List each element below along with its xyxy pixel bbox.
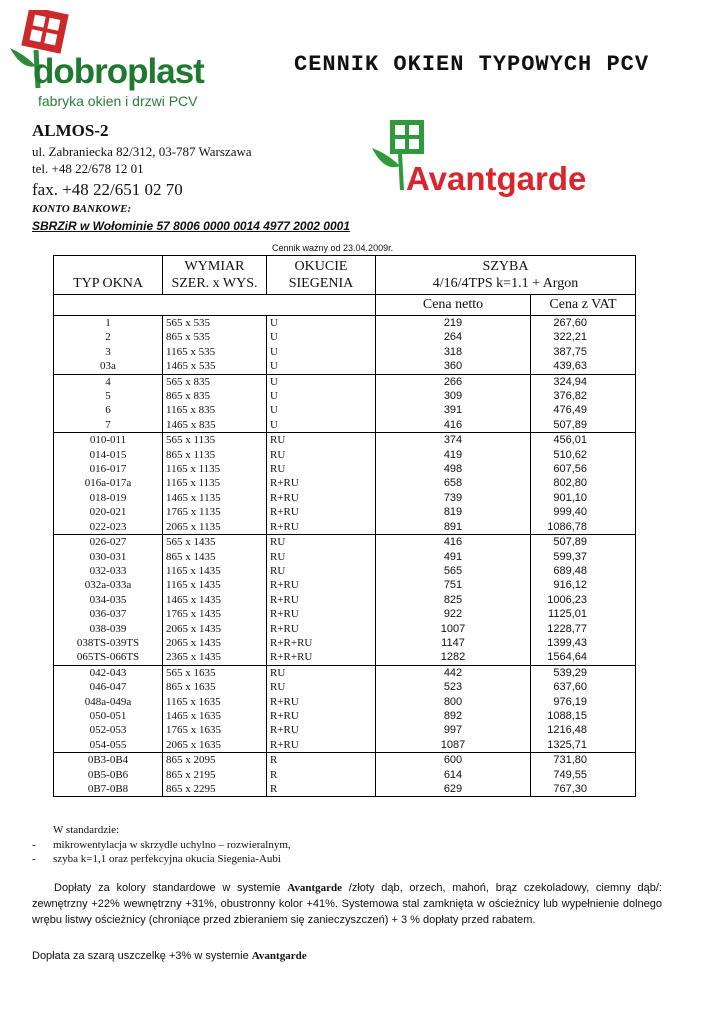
cell-wymiar: 1465 x 1435 bbox=[163, 593, 267, 607]
cell-wymiar: 865 x 1635 bbox=[163, 680, 267, 694]
dobroplast-tagline: fabryka okien i drzwi PCV bbox=[38, 93, 198, 109]
cell-wymiar: 1165 x 535 bbox=[163, 345, 267, 359]
cell-cena-netto: 416 bbox=[376, 535, 531, 550]
avantgarde-brand: Avantgarde bbox=[406, 160, 587, 197]
table-row bbox=[54, 768, 636, 782]
cell-okucie: RU bbox=[267, 550, 376, 564]
table-row bbox=[54, 680, 636, 694]
header-typ-okna: TYP OKNA bbox=[54, 274, 163, 295]
header-okucie: OKUCIE bbox=[267, 256, 376, 275]
cell-typ-okna: 018-019 bbox=[54, 491, 163, 505]
cell-okucie: RU bbox=[267, 680, 376, 694]
cell-typ-okna: 014-015 bbox=[54, 448, 163, 462]
cell-wymiar: 565 x 1135 bbox=[163, 433, 267, 448]
cell-typ-okna: 050-051 bbox=[54, 709, 163, 723]
cell-typ-okna: 026-027 bbox=[54, 535, 163, 550]
cell-typ-okna: 1 bbox=[54, 316, 163, 331]
cell-okucie: RU bbox=[267, 448, 376, 462]
cell-cena-vat: 267,60 bbox=[531, 316, 636, 331]
cell-cena-netto: 825 bbox=[376, 593, 531, 607]
cell-cena-netto: 360 bbox=[376, 359, 531, 374]
cell-cena-vat: 1216,48 bbox=[531, 723, 636, 737]
cell-typ-okna: 020-021 bbox=[54, 505, 163, 519]
cell-wymiar: 865 x 1135 bbox=[163, 448, 267, 462]
cell-typ-okna: 042-043 bbox=[54, 665, 163, 680]
cell-okucie: RU bbox=[267, 433, 376, 448]
cell-cena-vat: 976,19 bbox=[531, 695, 636, 709]
table-row bbox=[54, 578, 636, 592]
cell-cena-netto: 1087 bbox=[376, 738, 531, 753]
table-row bbox=[54, 782, 636, 797]
cell-okucie: R+RU bbox=[267, 593, 376, 607]
cell-cena-netto: 1147 bbox=[376, 636, 531, 650]
cell-cena-vat: 1325,71 bbox=[531, 738, 636, 753]
table-row bbox=[54, 607, 636, 621]
cell-wymiar: 1165 x 1635 bbox=[163, 695, 267, 709]
cell-okucie: R bbox=[267, 753, 376, 768]
cell-okucie: U bbox=[267, 316, 376, 331]
bank-account-label: KONTO BANKOWE: bbox=[32, 203, 132, 215]
cell-cena-vat: 689,48 bbox=[531, 564, 636, 578]
cell-cena-vat: 901,10 bbox=[531, 491, 636, 505]
dobroplast-brand: dobroplast bbox=[33, 52, 204, 91]
cell-typ-okna: 046-047 bbox=[54, 680, 163, 694]
color-surcharge-paragraph bbox=[32, 880, 662, 928]
table-row bbox=[54, 650, 636, 665]
cell-okucie: U bbox=[267, 389, 376, 403]
cell-typ-okna: 6 bbox=[54, 403, 163, 417]
table-row bbox=[54, 564, 636, 578]
cell-cena-vat: 1125,01 bbox=[531, 607, 636, 621]
cell-wymiar: 1165 x 1435 bbox=[163, 578, 267, 592]
table-row bbox=[54, 462, 636, 476]
cell-okucie: R+RU bbox=[267, 520, 376, 535]
cell-cena-vat: 599,37 bbox=[531, 550, 636, 564]
cell-typ-okna: 030-031 bbox=[54, 550, 163, 564]
cell-cena-vat: 507,89 bbox=[531, 418, 636, 433]
cell-wymiar: 1165 x 1135 bbox=[163, 462, 267, 476]
cell-wymiar: 1165 x 835 bbox=[163, 403, 267, 417]
cell-typ-okna: 3 bbox=[54, 345, 163, 359]
cell-cena-vat: 510,62 bbox=[531, 448, 636, 462]
header-szyba-spec: 4/16/4TPS k=1.1 + Argon bbox=[376, 274, 636, 295]
cell-okucie: R+R+RU bbox=[267, 636, 376, 650]
company-name: ALMOS-2 bbox=[32, 121, 109, 140]
note-microventilation: mikrowentylacja w skrzydle uchylno – rozwieralnym, bbox=[53, 839, 291, 851]
cell-cena-vat: 1399,43 bbox=[531, 636, 636, 650]
cell-wymiar: 1465 x 535 bbox=[163, 359, 267, 374]
cell-cena-vat: 507,89 bbox=[531, 535, 636, 550]
cell-cena-vat: 1564,64 bbox=[531, 650, 636, 665]
cell-okucie: R+RU bbox=[267, 476, 376, 490]
cell-wymiar: 1765 x 1435 bbox=[163, 607, 267, 621]
cell-typ-okna: 016-017 bbox=[54, 462, 163, 476]
cell-typ-okna: 0B5-0B6 bbox=[54, 768, 163, 782]
cell-cena-vat: 322,21 bbox=[531, 330, 636, 344]
cell-wymiar: 2065 x 1635 bbox=[163, 738, 267, 753]
cell-cena-vat: 539,29 bbox=[531, 665, 636, 680]
table-row bbox=[54, 374, 636, 389]
cell-wymiar: 2065 x 1135 bbox=[163, 520, 267, 535]
cell-typ-okna: 022-023 bbox=[54, 520, 163, 535]
cell-cena-netto: 658 bbox=[376, 476, 531, 490]
cell-typ-okna: 0B3-0B4 bbox=[54, 753, 163, 768]
cell-wymiar: 565 x 1435 bbox=[163, 535, 267, 550]
cell-typ-okna: 054-055 bbox=[54, 738, 163, 753]
cell-okucie: R+RU bbox=[267, 578, 376, 592]
cell-okucie: U bbox=[267, 418, 376, 433]
table-row bbox=[54, 665, 636, 680]
note-dash: - bbox=[32, 853, 36, 865]
cell-cena-netto: 997 bbox=[376, 723, 531, 737]
validity-note: Cennik ważny od 23.04.2009r. bbox=[272, 243, 394, 253]
cell-okucie: R+RU bbox=[267, 505, 376, 519]
cell-wymiar: 1765 x 1135 bbox=[163, 505, 267, 519]
table-row bbox=[54, 550, 636, 564]
cell-cena-netto: 800 bbox=[376, 695, 531, 709]
cell-typ-okna: 038-039 bbox=[54, 622, 163, 636]
cell-cena-vat: 324,94 bbox=[531, 374, 636, 389]
cell-typ-okna: 016a-017a bbox=[54, 476, 163, 490]
table-row bbox=[54, 593, 636, 607]
cell-cena-vat: 916,12 bbox=[531, 578, 636, 592]
cell-wymiar: 865 x 2195 bbox=[163, 768, 267, 782]
cell-okucie: R+RU bbox=[267, 622, 376, 636]
table-row bbox=[54, 491, 636, 505]
cell-okucie: R+RU bbox=[267, 695, 376, 709]
cell-typ-okna: 048a-049a bbox=[54, 695, 163, 709]
company-address: ul. Zabraniecka 82/312, 03-787 Warszawa bbox=[32, 144, 252, 159]
cell-typ-okna: 7 bbox=[54, 418, 163, 433]
cell-okucie: U bbox=[267, 330, 376, 344]
cell-okucie: U bbox=[267, 359, 376, 374]
header-szyba: SZYBA bbox=[376, 256, 636, 275]
cell-okucie: R+RU bbox=[267, 709, 376, 723]
system-name: Avantgarde bbox=[287, 882, 343, 894]
cell-typ-okna: 0B7-0B8 bbox=[54, 782, 163, 797]
cell-okucie: R+R+RU bbox=[267, 650, 376, 665]
cell-cena-netto: 416 bbox=[376, 418, 531, 433]
cell-wymiar: 865 x 2095 bbox=[163, 753, 267, 768]
price-table bbox=[53, 255, 636, 797]
cell-okucie: R+RU bbox=[267, 723, 376, 737]
cell-cena-netto: 1007 bbox=[376, 622, 531, 636]
cell-cena-netto: 614 bbox=[376, 768, 531, 782]
table-row bbox=[54, 403, 636, 417]
standard-label: W standardzie: bbox=[53, 824, 120, 836]
cell-typ-okna: 034-035 bbox=[54, 593, 163, 607]
cell-okucie: RU bbox=[267, 462, 376, 476]
bank-account: SBRZiR w Wołominie 57 8006 0000 0014 4977 2002 0001 bbox=[32, 219, 350, 233]
note-glass: szyba k=1,1 oraz perfekcyjna okucia Siegenia-Aubi bbox=[53, 853, 281, 865]
cell-typ-okna: 032a-033a bbox=[54, 578, 163, 592]
cell-cena-netto: 266 bbox=[376, 374, 531, 389]
cell-okucie: RU bbox=[267, 564, 376, 578]
table-row bbox=[54, 316, 636, 331]
cell-cena-netto: 739 bbox=[376, 491, 531, 505]
cell-wymiar: 1165 x 1135 bbox=[163, 476, 267, 490]
para-text: Dopłaty za kolory standardowe w systemie bbox=[54, 882, 288, 894]
cell-okucie: RU bbox=[267, 665, 376, 680]
cell-okucie: R+RU bbox=[267, 491, 376, 505]
cell-okucie: R+RU bbox=[267, 607, 376, 621]
cell-cena-vat: 1086,78 bbox=[531, 520, 636, 535]
cell-wymiar: 1165 x 1435 bbox=[163, 564, 267, 578]
cell-okucie: U bbox=[267, 345, 376, 359]
table-row bbox=[54, 622, 636, 636]
table-row bbox=[54, 389, 636, 403]
cell-typ-okna: 036-037 bbox=[54, 607, 163, 621]
header-wymiar: WYMIAR bbox=[163, 256, 267, 275]
table-row bbox=[54, 695, 636, 709]
cell-wymiar: 865 x 2295 bbox=[163, 782, 267, 797]
note-dash: - bbox=[32, 839, 36, 851]
table-row bbox=[54, 345, 636, 359]
table-row bbox=[54, 535, 636, 550]
cell-wymiar: 2065 x 1435 bbox=[163, 622, 267, 636]
cell-cena-netto: 751 bbox=[376, 578, 531, 592]
cell-cena-netto: 419 bbox=[376, 448, 531, 462]
cell-typ-okna: 052-053 bbox=[54, 723, 163, 737]
cell-cena-netto: 892 bbox=[376, 709, 531, 723]
cell-cena-netto: 600 bbox=[376, 753, 531, 768]
cell-cena-vat: 767,30 bbox=[531, 782, 636, 797]
cell-wymiar: 565 x 1635 bbox=[163, 665, 267, 680]
cell-typ-okna: 4 bbox=[54, 374, 163, 389]
cell-cena-netto: 442 bbox=[376, 665, 531, 680]
cell-cena-vat: 476,49 bbox=[531, 403, 636, 417]
para-text: Dopłata za szarą uszczelkę +3% w systemie bbox=[32, 950, 252, 962]
cell-cena-vat: 802,80 bbox=[531, 476, 636, 490]
cell-typ-okna: 2 bbox=[54, 330, 163, 344]
table-row bbox=[54, 709, 636, 723]
cell-cena-vat: 376,82 bbox=[531, 389, 636, 403]
header-siegenia: SIEGENIA bbox=[267, 274, 376, 295]
system-name: Avantgarde bbox=[251, 950, 307, 962]
cell-typ-okna: 038TS-039TS bbox=[54, 636, 163, 650]
cell-okucie: U bbox=[267, 403, 376, 417]
cell-cena-netto: 374 bbox=[376, 433, 531, 448]
table-row bbox=[54, 505, 636, 519]
table-row bbox=[54, 433, 636, 448]
cell-wymiar: 1465 x 835 bbox=[163, 418, 267, 433]
cell-wymiar: 1465 x 1635 bbox=[163, 709, 267, 723]
cell-typ-okna: 032-033 bbox=[54, 564, 163, 578]
table-row bbox=[54, 476, 636, 490]
company-tel: tel. +48 22/678 12 01 bbox=[32, 161, 144, 176]
cell-cena-vat: 731,80 bbox=[531, 753, 636, 768]
cell-wymiar: 865 x 1435 bbox=[163, 550, 267, 564]
cell-wymiar: 1465 x 1135 bbox=[163, 491, 267, 505]
cell-cena-netto: 565 bbox=[376, 564, 531, 578]
cell-typ-okna: 5 bbox=[54, 389, 163, 403]
cell-wymiar: 565 x 835 bbox=[163, 374, 267, 389]
cell-cena-vat: 999,40 bbox=[531, 505, 636, 519]
cell-wymiar: 2065 x 1435 bbox=[163, 636, 267, 650]
cell-okucie: RU bbox=[267, 535, 376, 550]
table-row bbox=[54, 723, 636, 737]
cell-wymiar: 865 x 835 bbox=[163, 389, 267, 403]
cell-cena-vat: 1228,77 bbox=[531, 622, 636, 636]
cell-cena-netto: 219 bbox=[376, 316, 531, 331]
cell-okucie: R+RU bbox=[267, 738, 376, 753]
cell-typ-okna: 010-011 bbox=[54, 433, 163, 448]
table-row bbox=[54, 359, 636, 374]
cell-cena-netto: 891 bbox=[376, 520, 531, 535]
cell-cena-netto: 309 bbox=[376, 389, 531, 403]
table-row bbox=[54, 738, 636, 753]
table-row bbox=[54, 520, 636, 535]
cell-typ-okna: 03a bbox=[54, 359, 163, 374]
cell-cena-netto: 264 bbox=[376, 330, 531, 344]
company-fax: fax. +48 22/651 02 70 bbox=[32, 180, 183, 199]
table-row bbox=[54, 636, 636, 650]
cell-wymiar: 1765 x 1635 bbox=[163, 723, 267, 737]
table-row bbox=[54, 330, 636, 344]
cell-cena-vat: 439,63 bbox=[531, 359, 636, 374]
cell-okucie: R bbox=[267, 782, 376, 797]
cell-okucie: R bbox=[267, 768, 376, 782]
cell-wymiar: 2365 x 1435 bbox=[163, 650, 267, 665]
cell-cena-netto: 629 bbox=[376, 782, 531, 797]
cell-cena-netto: 391 bbox=[376, 403, 531, 417]
cell-cena-vat: 607,56 bbox=[531, 462, 636, 476]
cell-cena-netto: 1282 bbox=[376, 650, 531, 665]
table-row bbox=[54, 418, 636, 433]
cell-cena-netto: 922 bbox=[376, 607, 531, 621]
cell-cena-vat: 387,75 bbox=[531, 345, 636, 359]
cell-cena-netto: 819 bbox=[376, 505, 531, 519]
cell-cena-vat: 749,55 bbox=[531, 768, 636, 782]
cell-cena-vat: 1006,23 bbox=[531, 593, 636, 607]
page-title: CENNIK OKIEN TYPOWYCH PCV bbox=[294, 52, 650, 77]
cell-cena-vat: 1088,15 bbox=[531, 709, 636, 723]
cell-cena-netto: 523 bbox=[376, 680, 531, 694]
cell-cena-vat: 456,01 bbox=[531, 433, 636, 448]
cell-wymiar: 865 x 535 bbox=[163, 330, 267, 344]
cell-cena-netto: 491 bbox=[376, 550, 531, 564]
cell-wymiar: 565 x 535 bbox=[163, 316, 267, 331]
cell-typ-okna: 065TS-066TS bbox=[54, 650, 163, 665]
cell-cena-vat: 637,60 bbox=[531, 680, 636, 694]
cell-cena-netto: 318 bbox=[376, 345, 531, 359]
gasket-surcharge bbox=[32, 950, 307, 962]
cell-cena-netto: 498 bbox=[376, 462, 531, 476]
header-cena-netto: Cena netto bbox=[376, 295, 531, 316]
table-row bbox=[54, 448, 636, 462]
table-row bbox=[54, 753, 636, 768]
cell-okucie: U bbox=[267, 374, 376, 389]
para-text: /złoty dąb, orzech, mahoń, brąz czekoladowy, ciemny dąb/: zewnętrzny +22% wewnętrzny +31%, obustronny kolor +41%. Systemowa stal zamknięta w ościeżnicy lub wypełnienie dolnego wrębu listwy ościeżnicy (chroniące przed zbieraniem się zanieczyszczeń) + 3 % dopłaty przed rabatem. bbox=[32, 882, 662, 926]
header-szer-wys: SZER. x WYS. bbox=[163, 274, 267, 295]
header-cena-vat: Cena z VAT bbox=[531, 295, 636, 316]
